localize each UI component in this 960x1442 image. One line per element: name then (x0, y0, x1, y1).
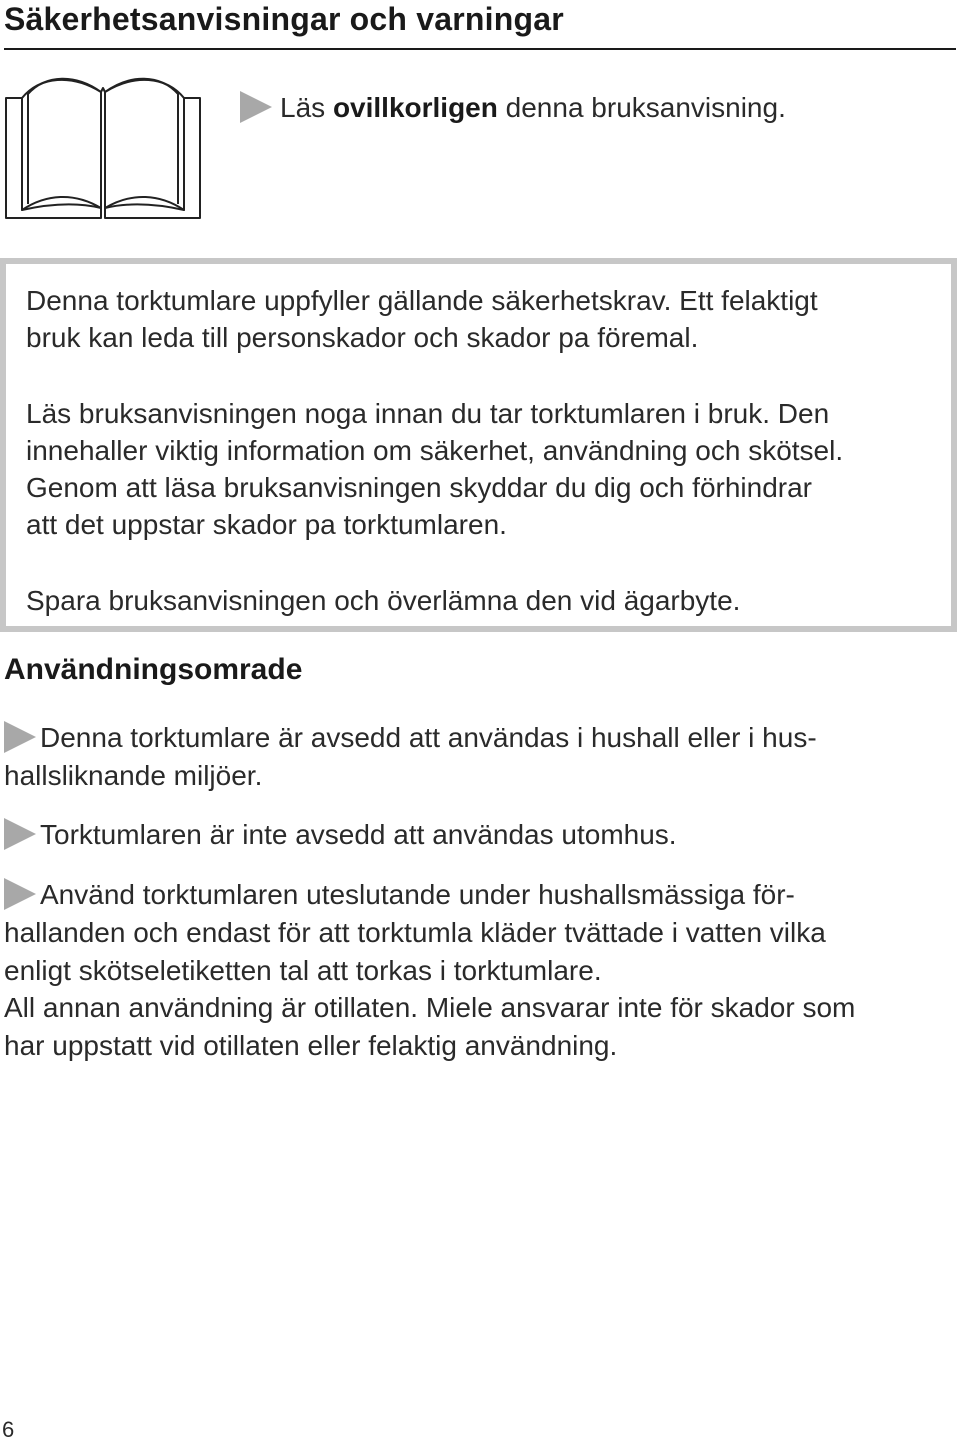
warning-line: Genom att läsa bruksanvisningen skyddar du dig och förhindrar (26, 472, 812, 503)
list-item (4, 876, 795, 914)
arrow-right-icon (4, 818, 36, 850)
list-item-text: Använd torktumlaren uteslutande under hushallsmässiga för- (40, 879, 795, 910)
intro-instruction (240, 90, 786, 126)
warning-line: innehaller viktig information om säkerhet, användning och skötsel. (26, 435, 844, 466)
list-item (4, 816, 677, 854)
intro-emphasis: ovillkorligen (332, 92, 498, 123)
title-divider (4, 48, 956, 50)
page-number: 6 (2, 1417, 15, 1442)
list-item-text: Denna torktumlare är avsedd att användas i hushall eller i hus- (40, 722, 817, 753)
page-title: Säkerhetsanvisningar och varningar (4, 1, 564, 37)
warning-box (0, 258, 957, 632)
warning-line: Spara bruksanvisningen och överlämna den vid ägarbyte. (26, 585, 741, 616)
warning-line: Läs bruksanvisningen noga innan du tar torktumlaren i bruk. Den (26, 398, 830, 429)
list-item-continuation: All annan användning är otillaten. Miele ansvarar inte för skador som (4, 992, 856, 1023)
warning-line: att det uppstar skador pa torktumlaren. (26, 509, 507, 540)
open-book-icon (4, 70, 202, 222)
warning-line: bruk kan leda till personskador och skador pa föremal. (26, 322, 699, 353)
list-item-continuation: hallsliknande miljöer. (4, 760, 263, 791)
section-heading: Användningsomrade (4, 653, 303, 686)
list-item (4, 719, 817, 757)
arrow-right-icon (4, 721, 36, 753)
intro-suffix: denna bruksanvisning. (497, 92, 786, 123)
list-item-text: Torktumlaren är inte avsedd att användas utomhus. (40, 819, 677, 850)
warning-line: Denna torktumlare uppfyller gällande säkerhetskrav. Ett felaktigt (26, 285, 818, 316)
arrow-right-icon (4, 878, 36, 910)
list-item-continuation: har uppstatt vid otillaten eller felaktig användning. (4, 1030, 618, 1061)
list-item-continuation: enligt skötseletiketten tal att torkas i torktumlare. (4, 955, 602, 986)
arrow-right-icon (240, 91, 272, 123)
intro-prefix: Läs (280, 92, 333, 123)
list-item-continuation: hallanden och endast för att torktumla kläder tvättade i vatten vilka (4, 917, 826, 948)
